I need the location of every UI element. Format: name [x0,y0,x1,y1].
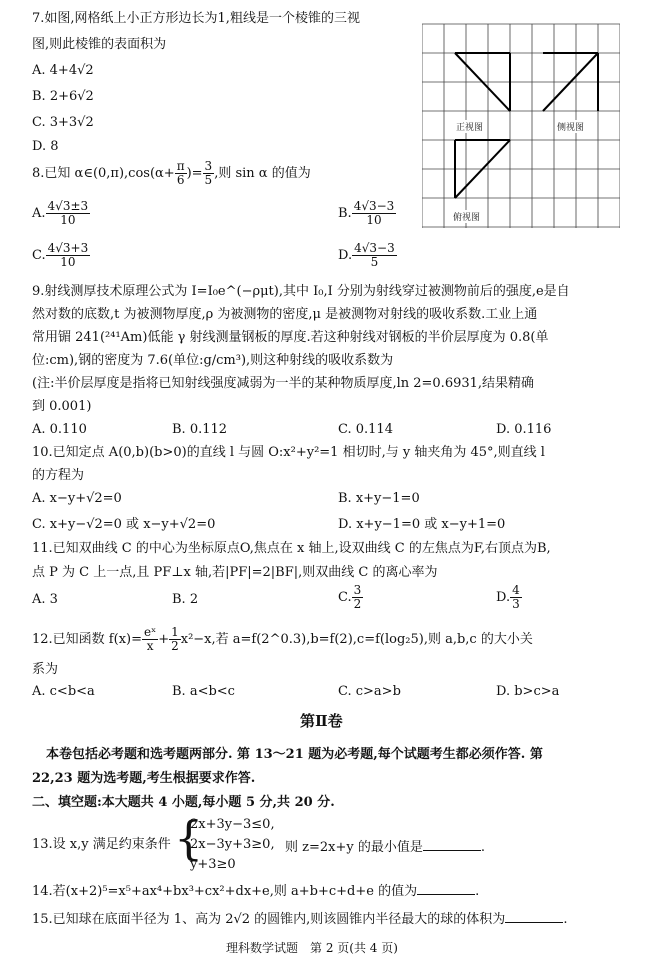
q13-constraint-2: 2x−3y+3≥0, [190,837,275,852]
q7-option-a: A. 4+4√2 [32,63,94,78]
q12-line1: 12.已知函数 f(x)= $\frac{\text{eˣ}}{x}$ + $\frac{1}{2}$ x²−x,若 a=f(2^0.3),b=f(2),c=f(log₂5),则 a,b,c 的大小关 [32,625,533,654]
q12-option-b: B. a<b<c [172,684,235,699]
q14-stem: 14.若(x+2)⁵=x⁵+ax⁴+bx³+cx²+dx+e,则 a+b+c+d+e 的值为 . [32,884,480,899]
q8-option-c: C. $\frac{4√3+3}{10}$ [32,241,89,270]
page-footer: 理科数学试题 第 2 页(共 4 页) [226,941,398,955]
q7-option-d: D. 8 [32,139,59,154]
section-heading-fill-in: 二、填空题:本大题共 4 小题,每小题 5 分,共 20 分. [32,795,335,810]
q9-line1: 9.射线测厚技术原理公式为 I=I₀e^(−ρμt),其中 I₀,I 分别为射线穿过被测物前后的强度,e是自 [32,284,570,299]
q10-option-a: A. x−y+√2=0 [32,491,122,506]
q9-line3: 常用镅 241(²⁴¹Am)低能 γ 射线测量钢板的厚度.若这种射线对钢板的半价层厚度为 0.8(单 [32,330,549,345]
q15-answer-blank [505,910,563,923]
q9-line2: 然对数的底数,t 为被测物厚度,ρ 为被测物的密度,μ 是被测物对射线的吸收系数.工业上通 [32,307,538,322]
q13-pre: 13.设 x,y 满足约束条件 [32,837,171,852]
part2-title: 第Ⅱ卷 [300,712,343,730]
q7-option-b: B. 2+6√2 [32,89,94,104]
q11-line1: 11.已知双曲线 C 的中心为坐标原点O,焦点在 x 轴上,设双曲线 C 的左焦点为F,右顶点为B, [32,541,551,556]
q13-answer-blank [423,838,481,851]
q12-line2: 系为 [32,662,59,677]
q9-line6: 到 0.001) [32,399,92,414]
q7-option-c: C. 3+3√2 [32,115,94,130]
q11-option-b: B. 2 [172,592,199,607]
q9-option-c: C. 0.114 [338,422,393,437]
q9-line5: (注:半价层厚度是指将已知射线强度减弱为一半的某种物质厚度,ln 2=0.6931,结果精确 [32,376,535,391]
q8-option-b: B. $\frac{4√3-3}{10}$ [338,199,395,228]
front-view-label: 正视图 [455,120,484,133]
q10-option-d: D. x+y−1=0 或 x−y+1=0 [338,517,506,532]
q10-line2: 的方程为 [32,468,85,483]
q15-stem: 15.已知球在底面半径为 1、高为 2√2 的圆锥内,则该圆锥内半径最大的球的体积为 . [32,912,568,927]
top-view-label: 俯视图 [452,210,481,223]
q9-option-b: B. 0.112 [172,422,228,437]
q14-answer-blank [417,882,475,895]
q13-constraint-1: 2x+3y−3≤0, [190,817,275,832]
q10-line1: 10.已知定点 A(0,b)(b>0)的直线 l 与圆 O:x²+y²=1 相切时,与 y 轴夹角为 45°,则直线 l [32,445,545,460]
q9-line4: 位:cm),钢的密度为 7.6(单位:g/cm³),则这种射线的吸收系数为 [32,353,394,368]
q9-option-d: D. 0.116 [496,422,552,437]
q9-option-a: A. 0.110 [32,422,87,437]
q11-option-a: A. 3 [32,592,58,607]
q11-option-d: D. $\frac{4}{3}$ [496,583,520,612]
q10-option-b: B. x+y−1=0 [338,491,420,506]
q11-option-c: C. $\frac{3}{2}$ [338,583,362,612]
three-view-figure [422,22,620,230]
q13-constraint-3: y+3≥0 [190,857,236,872]
side-view-label: 侧视图 [556,120,585,133]
q7-stem-line2: 图,则此棱锥的表面积为 [32,37,167,52]
q12-option-d: D. b>c>a [496,684,560,699]
q12-option-a: A. c<b<a [32,684,95,699]
q12-option-c: C. c>a>b [338,684,401,699]
q7-stem-line1: 7.如图,网格纸上小正方形边长为1,粗线是一个棱锥的三视 [32,11,360,26]
q13-brace: { [174,811,204,865]
q8-option-d: D. $\frac{4√3-3}{5}$ [338,241,395,270]
part2-intro-line2: 22,23 题为选考题,考生根据要求作答. [32,771,256,786]
q8-stem: 8.已知 α∈(0,π),cos(α+ $\frac{\pi}{6}$ )= $\frac{3}{5}$ ,则 sin α 的值为 [32,159,311,188]
q13-post: 则 z=2x+y 的最小值是 . [285,840,485,855]
q8-option-a: A. $\frac{4√3\pm 3}{10}$ [32,199,89,228]
q11-line2: 点 P 为 C 上一点,且 PF⊥x 轴,若|PF|=2|BF|,则双曲线 C 的离心率为 [32,565,438,580]
q10-option-c: C. x+y−√2=0 或 x−y+√2=0 [32,517,216,532]
part2-intro-line1: 本卷包括必考题和选考题两部分. 第 13～21 题为必考题,每个试题考生都必须作答. 第 [46,747,543,762]
